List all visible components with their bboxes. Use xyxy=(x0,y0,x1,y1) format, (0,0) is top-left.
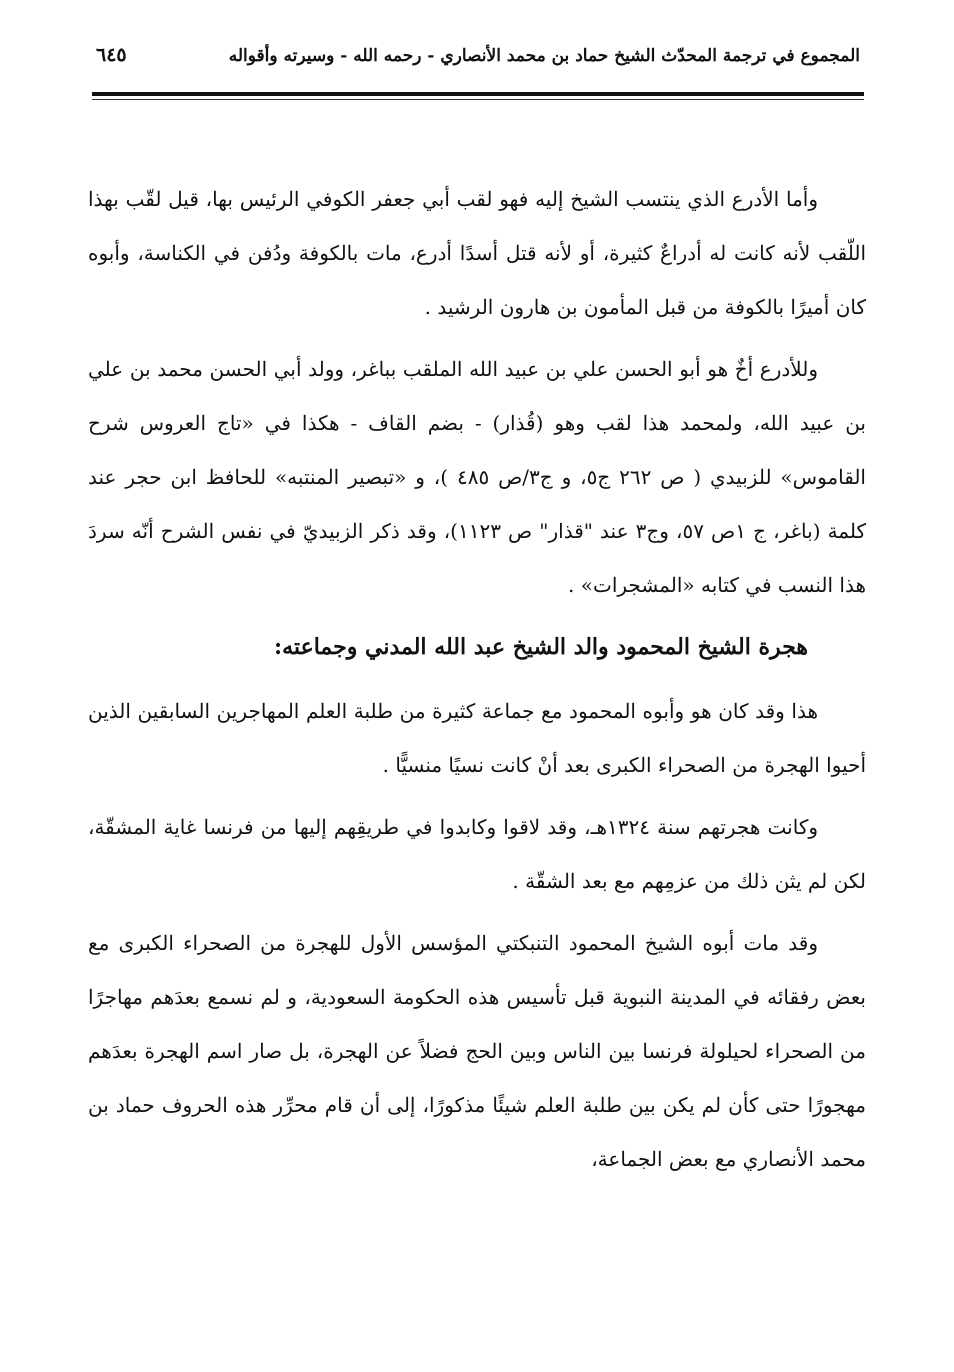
running-header-title: المجموع في ترجمة المحدّث الشيخ حماد بن محمد الأنصاري - رحمه الله - وسيرته وأقواله xyxy=(228,46,860,66)
paragraph-father-death: وقد مات أبوه الشيخ المحمود التنبكتي المؤسس الأول للهجرة من الصحراء الكبرى مع بعض رفقائه في المدينة النبوية قبل تأسيس هذه الحكومة السعودية، و لم نسمع بعدَهم مهاجرًا من الصحراء لحيلولة فرنسا بين الناس وبين الحج فضلاً عن الهجرة، بل صار اسم الهجرة بعدَهم مهجورًا حتى كأن لم يكن بين طلبة العلم شيئًا مذكورًا، إلى أن قام محرِّر هذه الحروف حماد بن محمد الأنصاري مع بعض الجماعة، xyxy=(88,931,866,1171)
page-number: ٦٤٥ xyxy=(96,44,127,66)
paragraph-adra: وأما الأدرع الذي ينتسب الشيخ إليه فهو لقب أبي جعفر الكوفي الرئيس بها، قيل لقّب بهذا اللّقب لأنه كانت له أدراعٌ كثيرة، أو لأنه قتل أسدًا أدرع، مات بالكوفة ودُفن في الكناسة، وأبوه كان أميرًا بالكوفة من قبل المأمون بن هارون الرشيد . xyxy=(88,187,866,319)
running-header xyxy=(90,38,860,78)
paragraph-migration-year: وكانت هجرتهم سنة ١٣٢٤هـ، وقد لاقوا وكابدوا في طريقِهم إليها من فرنسا غاية المشقّة، لكن لم يثن ذلك من عزمِهم مع بعد الشقّة . xyxy=(88,815,866,893)
section-heading: هجرة الشيخ المحمود والد الشيخ عبد الله المدني وجماعته: xyxy=(274,634,808,660)
header-rule-thin xyxy=(92,99,864,100)
paragraph-brother-lineage: وللأدرع أخٌ هو أبو الحسن علي بن عبيد الله الملقب بباغر، وولد أبي الحسن محمد بن علي بن عبيد الله، ولمحمد هذا لقب وهو (قُذار) - بضم القاف - هكذا في «تاج العروس شرح القاموس» للزبيدي ( ص ٢٦٢ ج٥، و ج٣/ص ٤٨٥ )، و «تبصير المنتبه» للحافظ ابن حجر عند كلمة (باغر، ج ١ص ٥٧، وج٣ عند "قذار" ص ١١٢٣)، وقد ذكر الزبيديّ في نفس الشرح أنّه سردَ هذا النسب في كتابه «المشجرات» . xyxy=(88,357,867,597)
header-rule-thick xyxy=(92,92,864,96)
page-body xyxy=(88,172,866,1194)
paragraph-early-migrants: هذا وقد كان هو وأبوه المحمود مع جماعة كثيرة من طلبة العلم المهاجرين السابقين الذين أحيوا الهجرة من الصحراء الكبرى بعد أنْ كانت نسيًا منسيًّا . xyxy=(88,699,866,777)
